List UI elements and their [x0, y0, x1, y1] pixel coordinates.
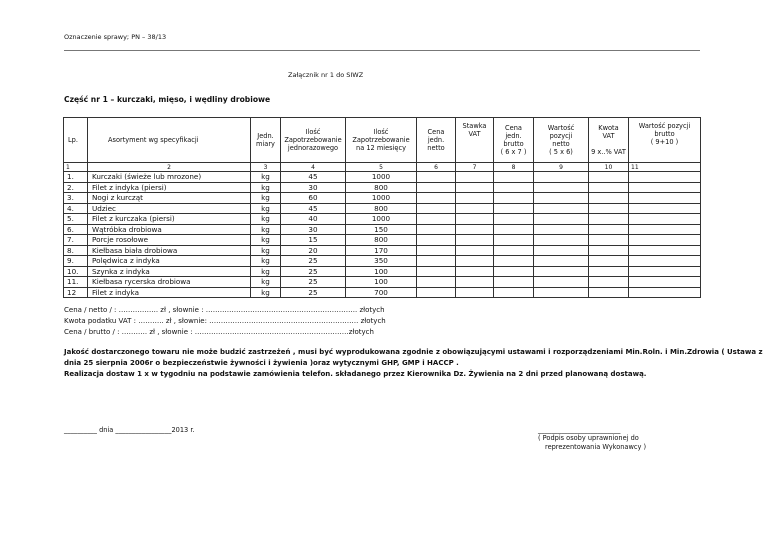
signature-line: _________________________	[538, 426, 621, 434]
row-net-value	[534, 203, 589, 214]
row-qty-year: 350	[346, 256, 417, 267]
row-lp: 6.	[64, 224, 88, 235]
row-qty-year: 1000	[346, 172, 417, 183]
row-assortment: Porcje rosołowe	[88, 235, 251, 246]
row-qty-once: 30	[281, 182, 346, 193]
col-number: 4	[281, 163, 346, 172]
row-qty-once: 25	[281, 266, 346, 277]
signature-caption-2: reprezentowania Wykonawcy )	[545, 443, 647, 451]
table-row	[64, 203, 701, 214]
row-lp: 1.	[64, 172, 88, 183]
row-qty-year: 1000	[346, 214, 417, 225]
row-net-value	[534, 287, 589, 298]
part-title: Część nr 1 – kurczaki, mięso, i wędliny drobiowe	[64, 95, 271, 104]
col-number: 11	[629, 163, 701, 172]
row-lp: 9.	[64, 256, 88, 267]
row-gross-value	[629, 214, 701, 225]
row-vat-amount	[589, 277, 629, 288]
row-qty-once: 60	[281, 193, 346, 204]
row-unit-gross-price	[494, 193, 534, 204]
row-gross-value	[629, 235, 701, 246]
row-vat-rate	[456, 214, 494, 225]
row-qty-year: 800	[346, 182, 417, 193]
order-table	[63, 117, 701, 298]
row-unit-gross-price	[494, 172, 534, 183]
table-row	[64, 214, 701, 225]
row-lp: 3.	[64, 193, 88, 204]
row-vat-amount	[589, 203, 629, 214]
row-lp: 8.	[64, 245, 88, 256]
signature-caption: ( Podpis osoby uprawnionej do	[538, 434, 639, 442]
col-header-unit: Jedn. miary	[251, 118, 281, 163]
row-qty-once: 15	[281, 235, 346, 246]
row-gross-value	[629, 245, 701, 256]
column-number-row	[64, 163, 701, 172]
header-divider	[64, 50, 700, 51]
row-unit-net-price	[417, 214, 456, 225]
table-row	[64, 182, 701, 193]
row-gross-value	[629, 193, 701, 204]
table-row	[64, 193, 701, 204]
row-vat-amount	[589, 266, 629, 277]
row-net-value	[534, 277, 589, 288]
row-unit-net-price	[417, 224, 456, 235]
row-vat-amount	[589, 224, 629, 235]
row-gross-value	[629, 172, 701, 183]
table-row	[64, 266, 701, 277]
row-unit-gross-price	[494, 203, 534, 214]
row-unit: kg	[251, 193, 281, 204]
row-qty-once: 45	[281, 203, 346, 214]
row-qty-once: 25	[281, 277, 346, 288]
table-row	[64, 277, 701, 288]
row-net-value	[534, 224, 589, 235]
row-unit: kg	[251, 214, 281, 225]
row-lp: 10.	[64, 266, 88, 277]
row-unit-net-price	[417, 277, 456, 288]
row-unit-gross-price	[494, 224, 534, 235]
row-vat-rate	[456, 287, 494, 298]
row-unit-net-price	[417, 256, 456, 267]
row-vat-amount	[589, 193, 629, 204]
table-row	[64, 256, 701, 267]
table-row	[64, 172, 701, 183]
row-unit-gross-price	[494, 287, 534, 298]
row-gross-value	[629, 266, 701, 277]
row-unit-net-price	[417, 266, 456, 277]
row-unit-net-price	[417, 193, 456, 204]
col-number: 8	[494, 163, 534, 172]
row-vat-amount	[589, 256, 629, 267]
col-number: 5	[346, 163, 417, 172]
col-number: 9	[534, 163, 589, 172]
row-vat-amount	[589, 245, 629, 256]
row-assortment: Szynka z indyka	[88, 266, 251, 277]
row-vat-rate	[456, 266, 494, 277]
row-qty-year: 100	[346, 266, 417, 277]
case-reference: Oznaczenie sprawy; PN – 38/13	[64, 33, 167, 41]
row-qty-year: 700	[346, 287, 417, 298]
row-vat-rate	[456, 182, 494, 193]
row-lp: 12	[64, 287, 88, 298]
row-gross-value	[629, 203, 701, 214]
row-unit-net-price	[417, 287, 456, 298]
row-unit: kg	[251, 266, 281, 277]
row-unit-net-price	[417, 182, 456, 193]
vat-amount-line: Kwota podatku VAT : ……….. zł , słownie: ………………………………………………………. złotych	[64, 317, 386, 325]
col-header-unit-net-price: Cena jedn. netto	[417, 118, 456, 163]
row-vat-amount	[589, 172, 629, 183]
row-vat-rate	[456, 224, 494, 235]
row-assortment: Kiełbasa biała drobiowa	[88, 245, 251, 256]
col-header-lp: Lp.	[64, 118, 88, 163]
row-qty-once: 25	[281, 287, 346, 298]
row-qty-year: 170	[346, 245, 417, 256]
row-qty-once: 30	[281, 224, 346, 235]
row-unit-net-price	[417, 235, 456, 246]
table-row	[64, 235, 701, 246]
row-vat-amount	[589, 287, 629, 298]
row-vat-rate	[456, 256, 494, 267]
row-vat-rate	[456, 235, 494, 246]
row-vat-rate	[456, 245, 494, 256]
row-unit: kg	[251, 203, 281, 214]
row-lp: 4.	[64, 203, 88, 214]
row-assortment: Polędwica z indyka	[88, 256, 251, 267]
col-number: 7	[456, 163, 494, 172]
row-qty-year: 100	[346, 277, 417, 288]
row-vat-amount	[589, 214, 629, 225]
row-vat-amount	[589, 235, 629, 246]
row-vat-rate	[456, 277, 494, 288]
row-unit: kg	[251, 256, 281, 267]
row-net-value	[534, 245, 589, 256]
col-header-vat-rate: Stawka VAT	[456, 118, 494, 163]
row-net-value	[534, 266, 589, 277]
gross-price-line: Cena / brutto / : ……….. zł , słownie : …………………………………………………………złotych	[64, 328, 374, 336]
row-net-value	[534, 182, 589, 193]
row-unit-gross-price	[494, 277, 534, 288]
row-unit-gross-price	[494, 235, 534, 246]
row-unit-gross-price	[494, 214, 534, 225]
table-row	[64, 287, 701, 298]
col-header-vat-amount: Kwota VAT 9 x..% VAT	[589, 118, 629, 163]
row-lp: 2.	[64, 182, 88, 193]
row-unit: kg	[251, 182, 281, 193]
quality-note-1: Jakość dostarczonego towaru nie może budzić zastrzeżeń , musi być wyprodukowana zgodnie z obowiązującymi ustawami i rozporządzeniami Min.Roln. i Min.Zdrowia ( Ustawa z	[64, 348, 763, 356]
row-vat-rate	[456, 172, 494, 183]
row-assortment: Kiełbasa rycerska drobiowa	[88, 277, 251, 288]
row-unit-gross-price	[494, 266, 534, 277]
col-number: 6	[417, 163, 456, 172]
row-assortment: Filet z indyka (piersi)	[88, 182, 251, 193]
row-lp: 7.	[64, 235, 88, 246]
row-vat-amount	[589, 182, 629, 193]
row-unit: kg	[251, 172, 281, 183]
row-lp: 11.	[64, 277, 88, 288]
row-unit: kg	[251, 224, 281, 235]
col-header-qty-once: Ilość Zapotrzebowanie jednorazowego	[281, 118, 346, 163]
row-unit-net-price	[417, 245, 456, 256]
col-number: 3	[251, 163, 281, 172]
row-net-value	[534, 235, 589, 246]
row-assortment: Filet z indyka	[88, 287, 251, 298]
row-net-value	[534, 214, 589, 225]
row-qty-year: 800	[346, 235, 417, 246]
row-qty-year: 150	[346, 224, 417, 235]
row-vat-rate	[456, 193, 494, 204]
col-header-qty-year: Ilość Zapotrzebowanie na 12 miesięcy	[346, 118, 417, 163]
row-qty-year: 800	[346, 203, 417, 214]
col-number: 10	[589, 163, 629, 172]
annex-label: Załącznik nr 1 do SIWZ	[288, 71, 364, 79]
table-row	[64, 245, 701, 256]
row-gross-value	[629, 182, 701, 193]
row-vat-rate	[456, 203, 494, 214]
row-unit: kg	[251, 235, 281, 246]
row-unit: kg	[251, 245, 281, 256]
row-gross-value	[629, 287, 701, 298]
col-header-net-value: Wartość pozycji netto ( 5 x 6)	[534, 118, 589, 163]
row-unit: kg	[251, 277, 281, 288]
col-header-gross-value: Wartość pozycji brutto ( 9+10 )	[629, 118, 701, 163]
row-net-value	[534, 256, 589, 267]
row-lp: 5.	[64, 214, 88, 225]
row-qty-once: 25	[281, 256, 346, 267]
row-qty-year: 1000	[346, 193, 417, 204]
table-header-row	[64, 118, 701, 163]
row-unit-gross-price	[494, 245, 534, 256]
row-unit-gross-price	[494, 182, 534, 193]
col-header-unit-gross-price: Cena jedn. brutto ( 6 x 7 )	[494, 118, 534, 163]
row-gross-value	[629, 256, 701, 267]
row-assortment: Nogi z kurcząt	[88, 193, 251, 204]
row-net-value	[534, 172, 589, 183]
row-gross-value	[629, 277, 701, 288]
row-qty-once: 20	[281, 245, 346, 256]
row-unit-gross-price	[494, 256, 534, 267]
col-number: 2	[88, 163, 251, 172]
row-unit: kg	[251, 287, 281, 298]
table-row	[64, 224, 701, 235]
col-header-assortment: Asortyment wg specyfikacji	[88, 118, 251, 163]
row-assortment: Filet z kurczaka (piersi)	[88, 214, 251, 225]
col-number: 1	[64, 163, 88, 172]
row-gross-value	[629, 224, 701, 235]
date-line: __________ dnia _________________2013 r.	[64, 426, 195, 434]
row-unit-net-price	[417, 172, 456, 183]
row-assortment: Kurczaki (świeże lub mrozone)	[88, 172, 251, 183]
delivery-note: Realizacja dostaw 1 x w tygodniu na podstawie zamówienia telefon. składanego przez Kierownika Dz. Żywienia na 2 dni przed planowaną dostawą.	[64, 370, 647, 378]
net-price-line: Cena / netto / : …………….. zł , słownie : ……………………………………………………….. złotych	[64, 306, 385, 314]
row-assortment: Wątróbka drobiowa	[88, 224, 251, 235]
row-net-value	[534, 193, 589, 204]
row-assortment: Udziec	[88, 203, 251, 214]
row-qty-once: 40	[281, 214, 346, 225]
row-qty-once: 45	[281, 172, 346, 183]
quality-note-2: dnia 25 sierpnia 2006r o bezpieczeństwie żywności i żywienia )oraz wytycznymi GHP, GMP i HACCP .	[64, 359, 459, 367]
row-unit-net-price	[417, 203, 456, 214]
